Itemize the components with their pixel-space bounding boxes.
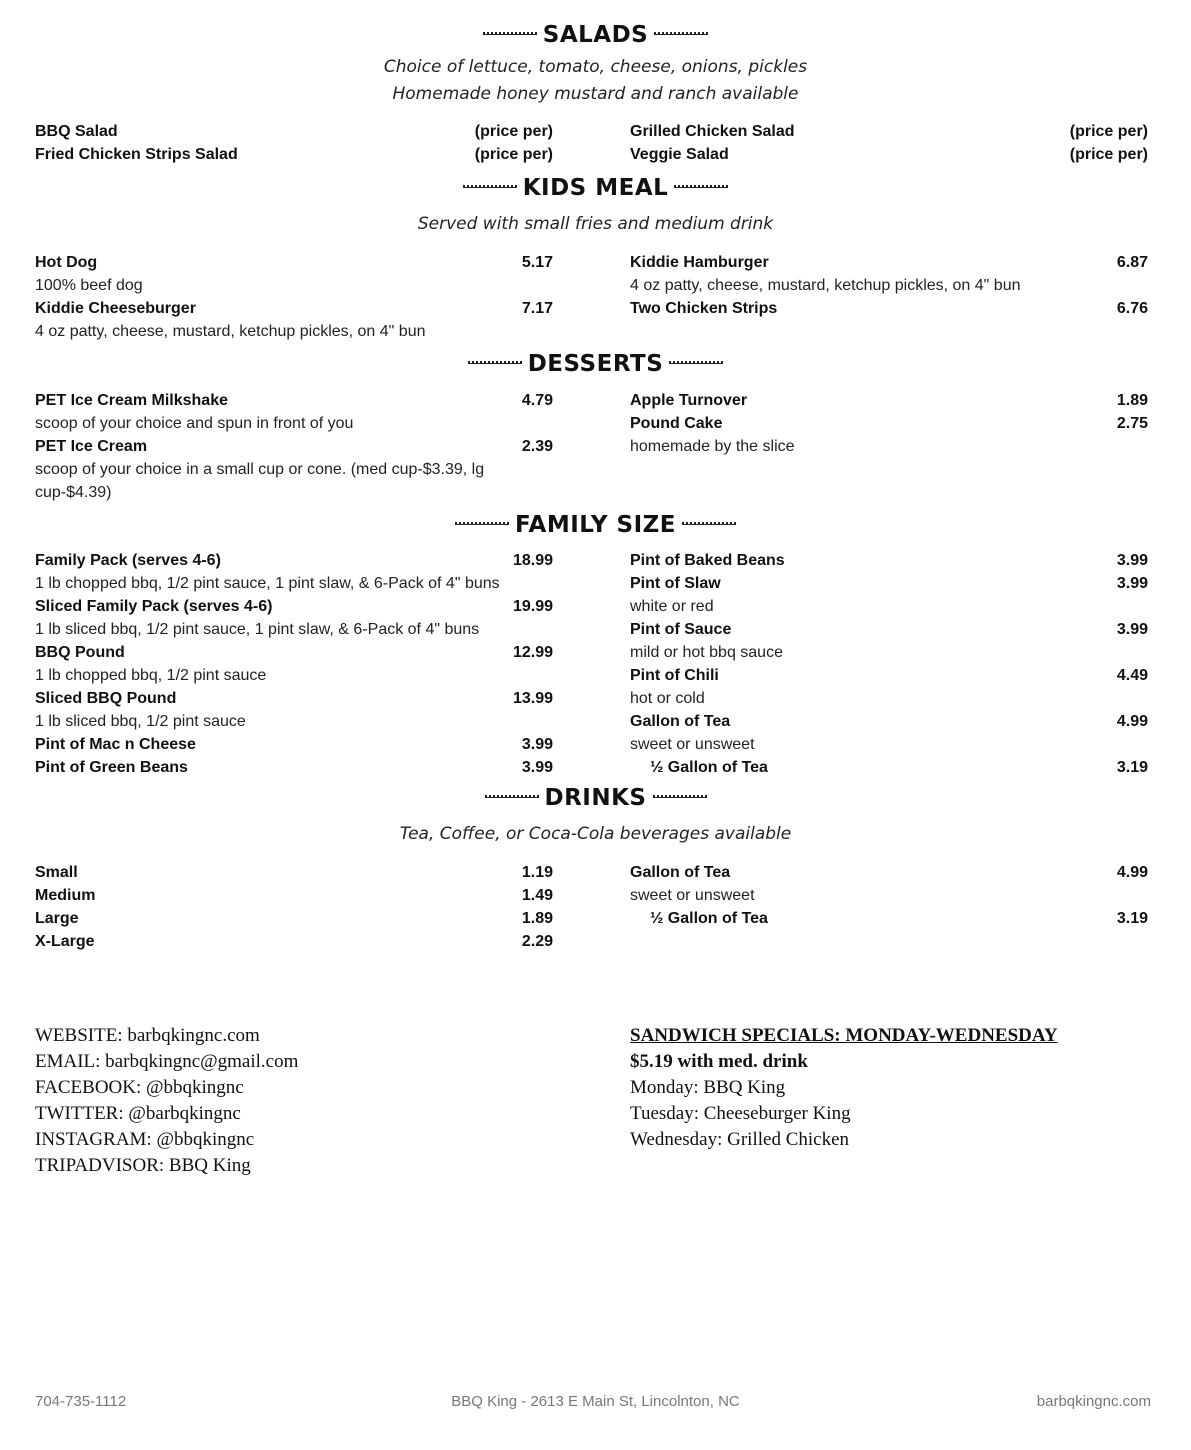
item-name: Pound Cake [630,415,723,432]
divider-dash [682,522,736,525]
contact-tripadvisor: TRIPADVISOR: BBQ King [35,1155,251,1176]
menu-item [630,572,1148,595]
menu-item [630,861,1148,884]
menu-item [35,297,553,320]
special-tuesday: Tuesday: Cheeseburger King [630,1103,851,1124]
menu-item [35,251,553,274]
item-name: Grilled Chicken Salad [630,123,795,140]
menu-item [35,641,553,664]
divider-dash [653,795,707,798]
specials-price: $5.19 with med. drink [630,1051,808,1072]
divider-dash [463,185,517,188]
kids-meal-left-column [35,251,553,343]
divider-dash [455,522,509,525]
item-name: ½ Gallon of Tea [650,759,768,776]
specials-title: SANDWICH SPECIALS: MONDAY-WEDNESDAY [630,1025,1058,1046]
divider-dash [468,361,522,364]
heading-text: KIDS MEAL [522,175,669,201]
menu-item [630,412,1148,435]
item-name: BBQ Salad [35,123,118,140]
item-description: sweet or unsweet [630,736,755,753]
item-price: 4.49 [1116,667,1148,684]
menu-item [35,930,553,953]
salads-subtitle-2: Homemade honey mustard and ranch available [392,84,799,104]
section-heading-drinks [0,784,1191,812]
heading-text: FAMILY SIZE [514,512,677,538]
item-price: 1.89 [1116,392,1148,409]
menu-item [630,756,1148,779]
menu-item [35,861,553,884]
kids-meal-right-column [630,251,1148,320]
sandwich-specials [630,1023,1058,1153]
item-name: Pint of Mac n Cheese [35,736,196,753]
item-description: hot or cold [630,690,705,707]
item-price: 3.99 [521,759,553,776]
contact-website: WEBSITE: barbqkingnc.com [35,1025,260,1046]
item-name: Kiddie Cheeseburger [35,300,196,317]
menu-item [630,618,1148,641]
item-price: (price per) [1069,146,1148,163]
item-price: 19.99 [512,598,553,615]
menu-item [35,389,553,412]
item-description: homemade by the slice [630,438,795,455]
menu-item [35,435,553,458]
item-name: Fried Chicken Strips Salad [35,146,238,163]
item-price: 4.99 [1116,864,1148,881]
item-name: Large [35,910,79,927]
item-name: X-Large [35,933,95,950]
kids-meal-subtitle: Served with small fries and medium drink [417,214,774,234]
item-name: Pint of Baked Beans [630,552,785,569]
item-description: 1 lb sliced bbq, 1/2 pint sauce, 1 pint slaw, & 6-Pack of 4" buns [35,621,480,638]
item-price: 4.99 [1116,713,1148,730]
item-price: 1.19 [521,864,553,881]
menu-item [35,756,553,779]
item-price: 3.99 [1116,575,1148,592]
item-price: (price per) [1069,123,1148,140]
contact-facebook: FACEBOOK: @bbqkingnc [35,1077,244,1098]
divider-dash [669,361,723,364]
contact-twitter: TWITTER: @barbqkingnc [35,1103,241,1124]
item-price: 4.79 [521,392,553,409]
menu-item [630,664,1148,687]
section-heading-salads [0,21,1191,49]
special-monday: Monday: BBQ King [630,1077,786,1098]
desserts-right-column [630,389,1148,458]
item-name: Two Chicken Strips [630,300,778,317]
item-price: 3.19 [1116,759,1148,776]
contact-email: EMAIL: barbqkingnc@gmail.com [35,1051,299,1072]
item-price: 3.99 [1116,552,1148,569]
item-name: Apple Turnover [630,392,748,409]
section-heading-family-size [0,511,1191,539]
item-price: 1.89 [521,910,553,927]
salads-subtitle-1: Choice of lettuce, tomato, cheese, onions, pickles [383,57,808,77]
drinks-right-column [630,861,1148,930]
item-price: 2.29 [521,933,553,950]
item-name: Pint of Slaw [630,575,721,592]
menu-item [35,595,553,618]
item-name: Pint of Green Beans [35,759,188,776]
salads-left-column [35,120,553,166]
item-description: scoop of your choice and spun in front of you [35,415,354,432]
item-name: Family Pack (serves 4-6) [35,552,221,569]
item-description: sweet or unsweet [630,887,755,904]
item-price: 12.99 [512,644,553,661]
item-name: BBQ Pound [35,644,125,661]
item-price: 13.99 [512,690,553,707]
family-size-left-column [35,549,553,779]
item-name: ½ Gallon of Tea [650,910,768,927]
item-price: 3.99 [521,736,553,753]
item-name: Sliced Family Pack (serves 4-6) [35,598,273,615]
menu-item [630,389,1148,412]
menu-item [630,907,1148,930]
heading-text: SALADS [542,22,649,48]
item-price: 6.76 [1116,300,1148,317]
item-price: 2.39 [521,438,553,455]
contact-info [35,1023,298,1179]
menu-item [630,297,1148,320]
heading-text: DESSERTS [527,351,664,377]
salads-right-column [630,120,1148,166]
footer-address: BBQ King - 2613 E Main St, Lincolnton, NC [451,1393,740,1410]
drinks-left-column [35,861,553,953]
footer-website: barbqkingnc.com [1036,1393,1151,1410]
heading-text: DRINKS [544,785,647,811]
item-price: 6.87 [1116,254,1148,271]
menu-item [35,884,553,907]
contact-instagram: INSTAGRAM: @bbqkingnc [35,1129,255,1150]
item-name: Gallon of Tea [630,713,731,730]
item-price: 3.19 [1116,910,1148,927]
menu-item [630,143,1148,166]
item-description: 1 lb sliced bbq, 1/2 pint sauce [35,713,246,730]
family-size-right-column [630,549,1148,779]
item-description: 4 oz patty, cheese, mustard, ketchup pickles, on 4" bun [630,277,1021,294]
item-name: Sliced BBQ Pound [35,690,177,707]
menu-item [35,549,553,572]
item-price: 1.49 [521,887,553,904]
item-price: (price per) [474,123,553,140]
menu-item [630,710,1148,733]
item-name: PET Ice Cream [35,438,148,455]
menu-item [35,907,553,930]
footer-phone: 704-735-1112 [35,1393,127,1410]
item-name: Medium [35,887,96,904]
menu-item [630,120,1148,143]
divider-dash [483,32,537,35]
item-price: 7.17 [521,300,553,317]
divider-dash [674,185,728,188]
item-description: 4 oz patty, cheese, mustard, ketchup pickles, on 4" bun [35,323,426,340]
menu-item [35,733,553,756]
special-wednesday: Wednesday: Grilled Chicken [630,1129,850,1150]
menu-item [630,251,1148,274]
item-price: 2.75 [1116,415,1148,432]
item-price: (price per) [474,146,553,163]
drinks-subtitle: Tea, Coffee, or Coca-Cola beverages available [399,824,792,844]
item-price: 3.99 [1116,621,1148,638]
menu-item [35,687,553,710]
item-name: Hot Dog [35,254,98,271]
item-name: Small [35,864,78,881]
item-name: Pint of Chili [630,667,719,684]
item-price: 18.99 [512,552,553,569]
item-name: Gallon of Tea [630,864,731,881]
item-description: mild or hot bbq sauce [630,644,783,661]
section-heading-kids-meal [0,174,1191,202]
desserts-left-column [35,389,553,504]
item-description: scoop of your choice in a small cup or cone. (med cup-$3.39, lg cup-$4.39) [35,461,485,501]
divider-dash [485,795,539,798]
item-description: 1 lb chopped bbq, 1/2 pint sauce [35,667,267,684]
item-name: Kiddie Hamburger [630,254,769,271]
item-description: 1 lb chopped bbq, 1/2 pint sauce, 1 pint slaw, & 6-Pack of 4" buns [35,575,500,592]
item-name: Veggie Salad [630,146,729,163]
menu-item [35,143,553,166]
section-heading-desserts [0,350,1191,378]
item-description: white or red [630,598,714,615]
menu-item [630,549,1148,572]
item-price: 5.17 [521,254,553,271]
item-name: Pint of Sauce [630,621,732,638]
item-description: 100% beef dog [35,277,143,294]
divider-dash [654,32,708,35]
item-name: PET Ice Cream Milkshake [35,392,228,409]
menu-item [35,120,553,143]
